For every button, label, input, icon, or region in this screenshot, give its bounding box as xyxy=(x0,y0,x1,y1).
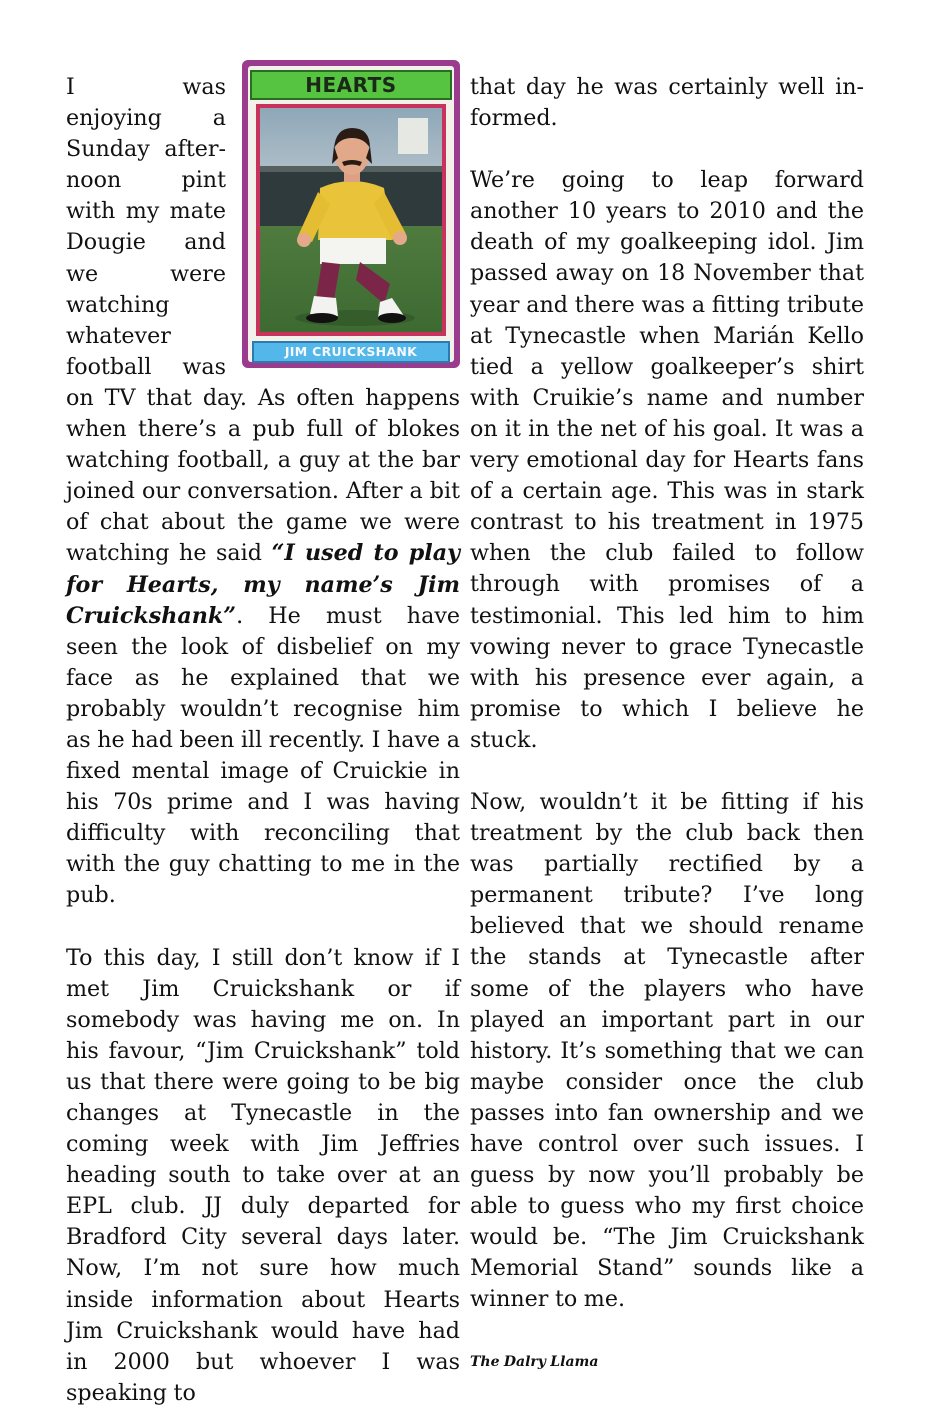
paragraph-text: I was enjoying a Sunday afternoon pint with my mate Dougie and we were watching whatever football was on TV that day. As often happens when there’s a pub full of blokes watching football, a guy at the bar joined our conversation. After a bit of chat about the game we were watching he said xyxy=(66,74,460,567)
paragraph-death-of-idol: We’re going to leap forward another 10 years to 2010 and the death of my goalkeeping idol. Jim passed away on 18 November that year and there was a fitting tribute at Tynecastle when Marián Kello tied a yellow goalkeeper’s shirt with Cruikie’s name and number on it in the net of his goal. It was a very emotional day for Hearts fans of a certain age. This was in stark contrast to his treatment in 1975 when the club failed to follow through with promises of a testimonial. This led him to him vowing never to grace Tynecastle with his presence ever again, a promise to which I believe he stuck. xyxy=(470,167,864,753)
right-column xyxy=(470,72,864,1372)
paragraph-text: . He must have seen the look of disbelief on my face as he explained that we probably wouldn’t recognise him as he had been ill recently. I have a fixed mental image of Cruickie in his 70s prime and I was having difficulty with reconciling that with the guy chatting to me in the pub. xyxy=(66,602,460,909)
left-column xyxy=(66,72,460,1409)
card-spacer xyxy=(234,72,460,382)
paragraph-informed: that day he was certainly well informed. xyxy=(470,74,864,132)
card-team-banner: HEARTS xyxy=(250,70,452,100)
paragraph-this-day: To this day, I still don’t know if I met Jim Cruickshank or if somebody was having me on. In his favour, “Jim Cruickshank” told us that there were going to be big changes at Tynecastle in the coming week with Jim Jeffries heading south to take over at an EPL club. JJ duly departed for Bradford City several days later. Now, I’m not sure how much inside information about Hearts Jim Cruickshank would have had in 2000 but whoever I was speaking to xyxy=(66,944,460,1406)
quote-text: “I used to play for Hearts, my name’s Jim Cruickshank” xyxy=(66,540,461,629)
author-signature: The Dalry Llama xyxy=(470,1353,599,1370)
card-player-name: JIM CRUICKSHANK xyxy=(252,341,450,363)
paragraph-rename-stands: Now, wouldn’t it be fitting if his treatment by the club back then was partially rectified by a permanent tribute? I’ve long believed that we should rename the stands at Tynecastle after some of the players who have played an important part in our history. It’s something that we can maybe consider once the club passes into fan ownership and we have control over such issues. I guess by now you’ll probably be able to guess who my first choice would be. “The Jim Cruickshank Memorial Stand” sounds like a winner to me. xyxy=(470,788,864,1313)
